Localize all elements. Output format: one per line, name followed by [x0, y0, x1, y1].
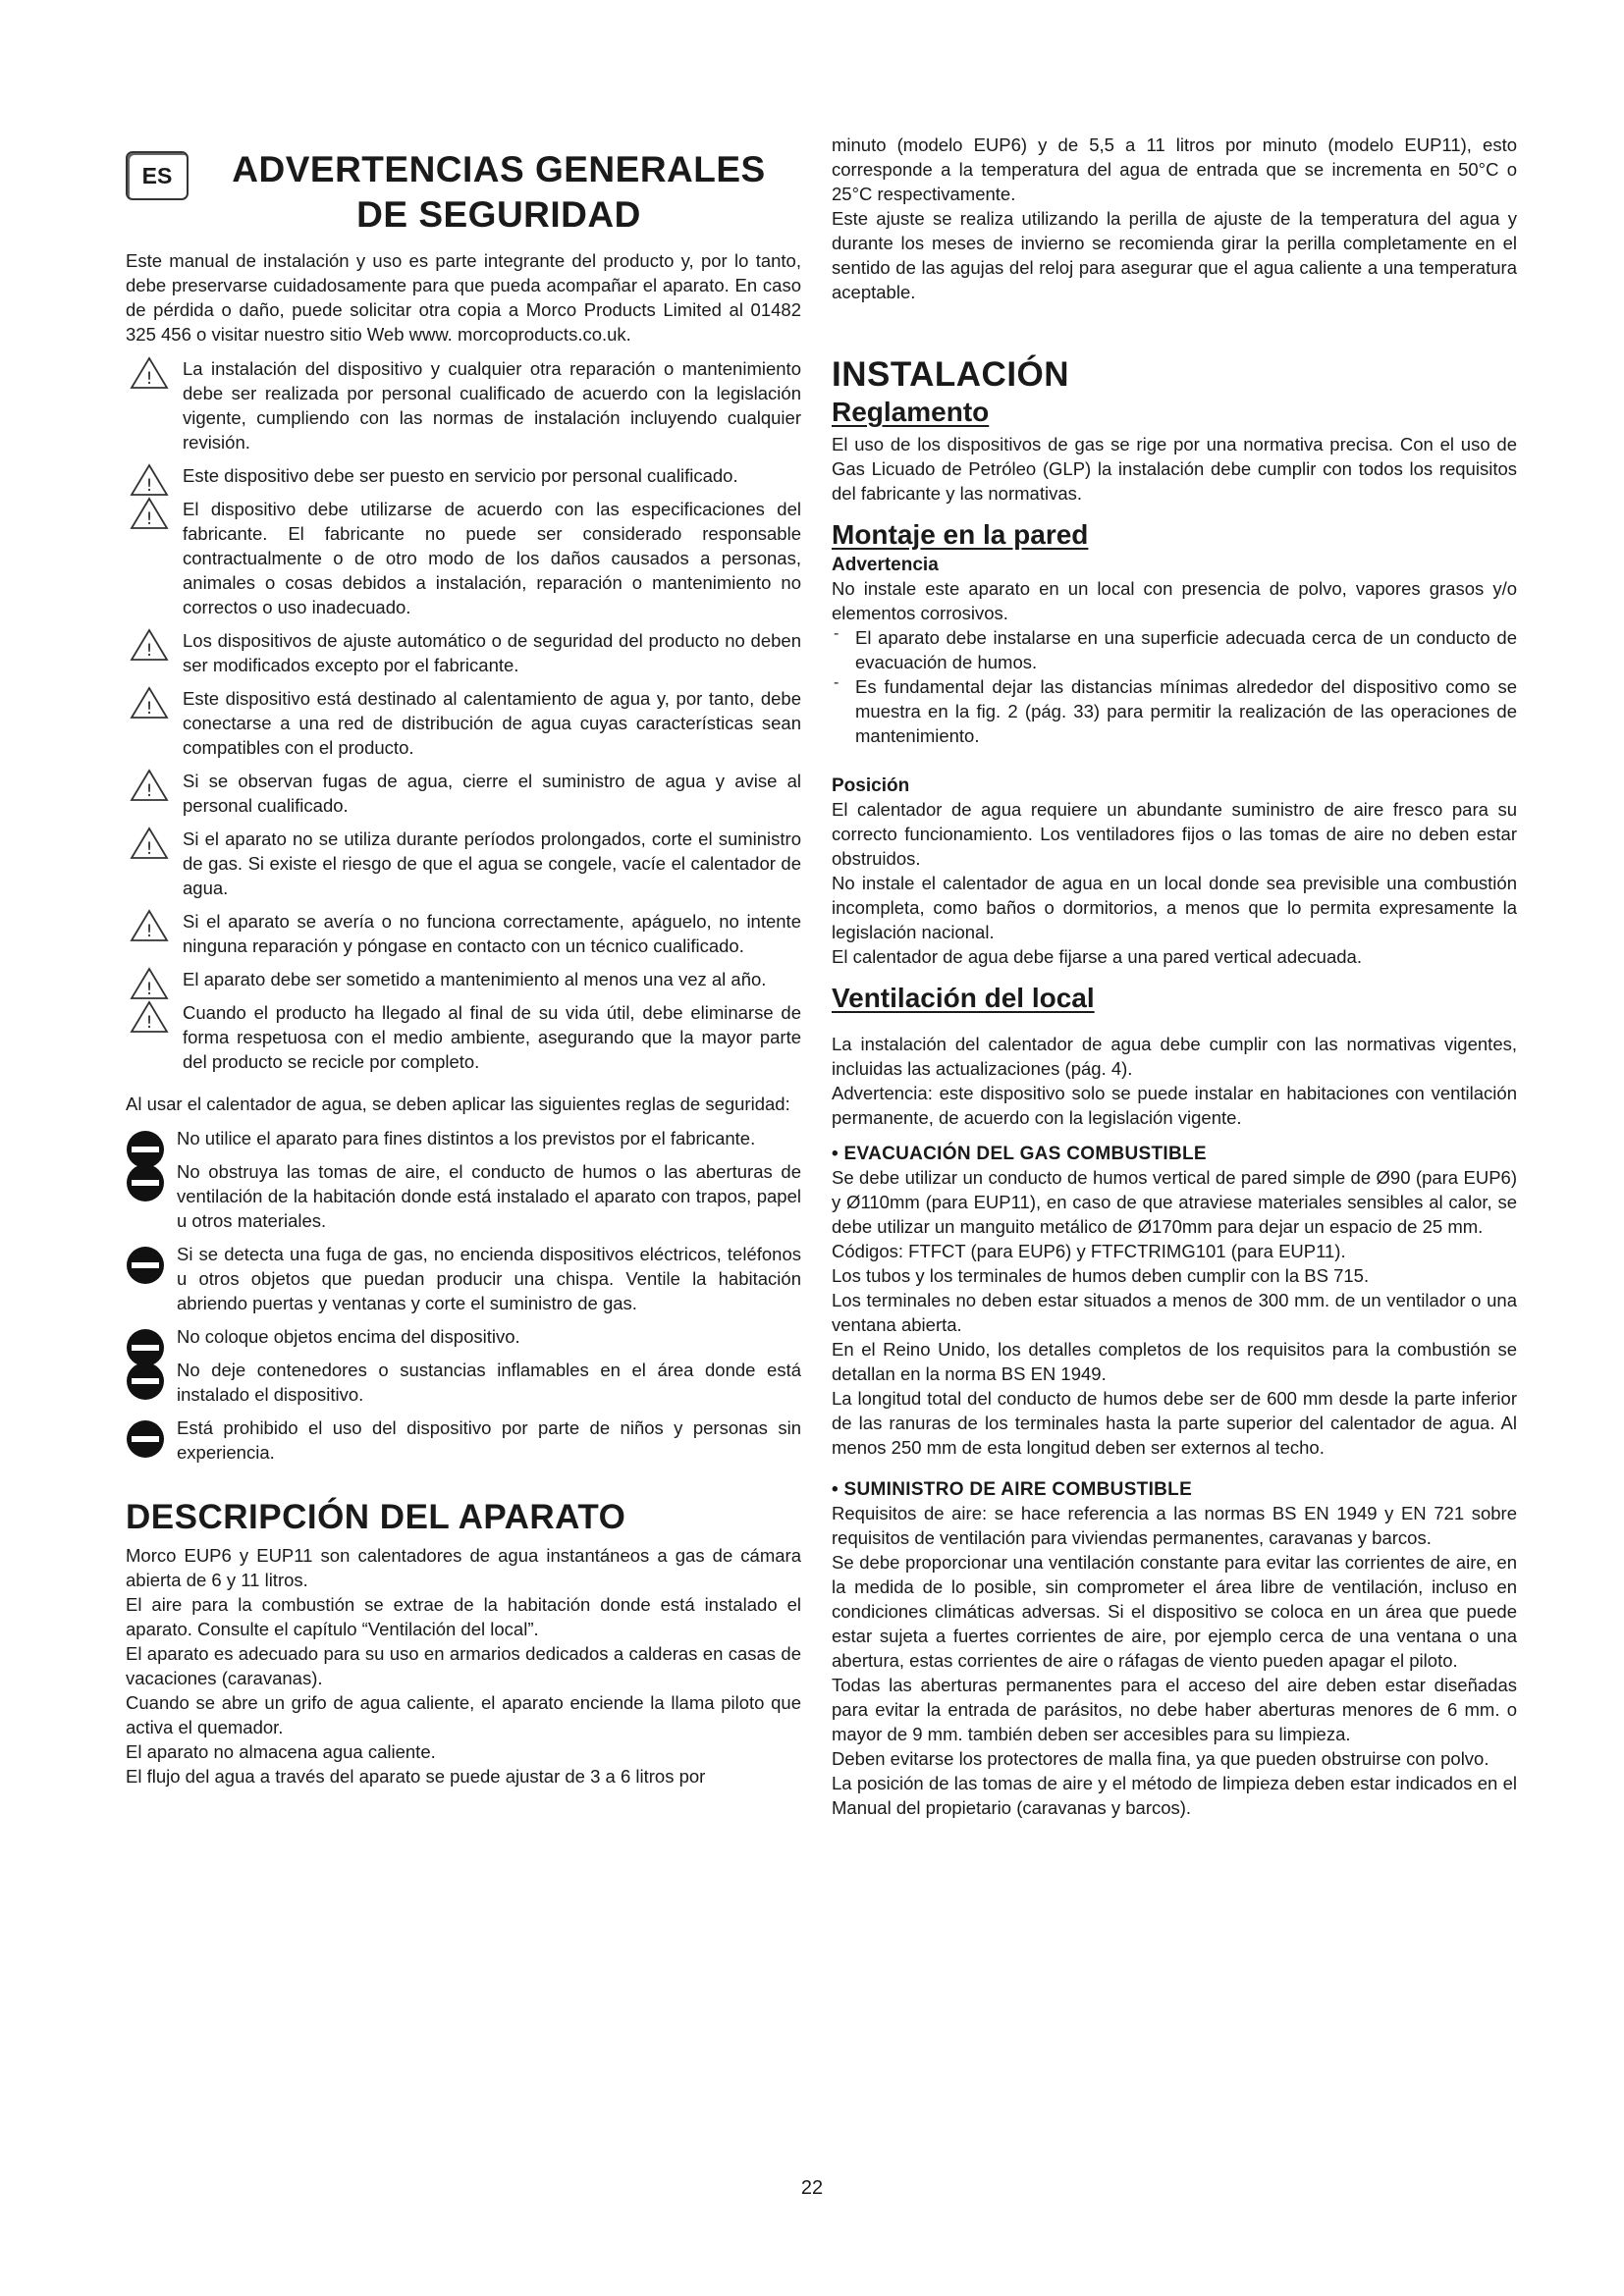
left-column — [126, 248, 801, 1789]
svg-text:!: ! — [145, 476, 153, 496]
advertencia-text: No instale este aparato en un local con presencia de polvo, vapores grasos y/o elementos corrosivos. — [832, 578, 1517, 623]
warning-triangle-icon — [130, 463, 169, 497]
warning-item: ! El dispositivo debe utilizarse de acuerdo con las especificaciones del fabricante. El fabricante no puede ser considerado responsable contractualmente o de otro modo de los daños causados a personas, animales o cosas debidos a instalación, reparación o mantenimiento no correctos o uso inadecuado. — [126, 497, 801, 619]
rule-item: No coloque objetos encima del dispositivo. — [126, 1324, 801, 1349]
instalacion-heading: INSTALACIÓN — [832, 355, 1070, 394]
warning-triangle-icon — [130, 967, 169, 1000]
warning-item: ! El aparato debe ser sometido a mantenimiento al menos una vez al año. — [126, 967, 801, 991]
svg-text:!: ! — [145, 781, 153, 801]
descripcion-heading: DESCRIPCIÓN DEL APARATO — [126, 1498, 626, 1536]
svg-text:!: ! — [145, 1013, 153, 1033]
rule-item: No deje contenedores o sustancias inflamables en el área donde está instalado el dispositivo. — [126, 1358, 801, 1407]
dash-item: - Es fundamental dejar las distancias mínimas alrededor del dispositivo como se muestra en la fig. 2 (pág. 33) para permitir la realización de las operaciones de mantenimiento. — [834, 674, 1517, 746]
intro-paragraph: Este manual de instalación y uso es parte integrante del producto y, por lo tanto, debe preservarse cuidadosamente para que pueda acompañar el aparato. En caso de pérdida o daño, puede solicitar otra copia a Morco Products Limited al 01482 325 456 o visitar nuestro sitio Web www. morcoproducts.co.uk. — [126, 250, 801, 345]
rules-intro: Al usar el calentador de agua, se deben aplicar las siguientes reglas de seguridad: — [126, 1094, 790, 1114]
page-title-line2: DE SEGURIDAD — [356, 194, 641, 235]
prohibition-icon — [126, 1419, 165, 1459]
dash-item: - El aparato debe instalarse en una superficie adecuada cerca de un conducto de evacuación de humos. — [834, 625, 1517, 672]
warning-triangle-icon — [130, 769, 169, 802]
warning-item: ! La instalación del dispositivo y cualquier otra reparación o mantenimiento debe ser realizada por personal cualificado de acuerdo con la legislación vigente, cumpliendo con las normas de instalación incluyendo cualquier revisión. — [126, 356, 801, 454]
right-column: minuto (modelo EUP6) y de 5,5 a 11 litros por minuto (modelo EUP11), esto corresponde a la temperatura del agua de entrada que se incrementa en 50°C o 25°C respectivamente. Este ajuste se realiza utilizando la perilla de ajuste de la temperatura del agua y durante los meses de invierno se recomienda girar la perilla completamente en el sentido de las agujas del reloj para asegurar que el agua caliente a una temperatura aceptable. INSTALACIÓN Reglamento El uso de los dispositivos de gas se rige por una normativa precisa. Con el uso de Gas Licuado de Petróleo (GLP) la instalación debe cumplir con todos los requisitos del fabricante y las normativas. Montaje en la pared Advertencia No instale este aparato en un local con presencia de polvo, vapores grasos y/o elementos corrosivos. - El aparato debe instalarse en una superficie adecuada cerca de un conducto de evacuación de humos. - Es fundamental dejar las distancias mínimas alrededor del dispositivo como se muestra en la fig. 2 (pág. 33) para permitir la realización de las operaciones de mantenimiento. Posición El calentador de agua requiere un abundante suministro de aire fresco para su correcto funcionamiento. Los ventiladores fijos o las tomas de aire no deben estar obstruidos. No instale el calentador de agua en un local donde sea previsible una combustión incompleta, como baños o dormitorios, a menos que lo permita expresamente la legislación nacional. El calentador de agua debe fijarse a una pared vertical adecuada. Ventilación del local La instalación del calentador de agua debe cumplir con las normativas vigentes, incluidas las actualizaciones (pág. 4). Advertencia: este dispositivo solo se puede instalar en habitaciones con ventilación permanente, de acuerdo con la legislación vigente. • EVACUACIÓN DEL GAS COMBUSTIBLE Se debe utilizar un conducto de humos vertical de pared simple de Ø90 (para EUP6) y Ø110mm (para EUP11), en caso de que atraviese materiales sensibles al calor, se debe utilizar un manguito metálico de Ø170mm para dejar un espacio de 25 mm. Códigos: FTFCT (para EUP6) y FTFCTRIMG101 (para EUP11). Los tubos y los terminales de humos deben cumplir con la BS 715. Los terminales no deben estar situados a menos de 300 mm. de un ventilador o una ventana abierta. En el Reino Unido, los detalles completos de los requisitos para la combustión se detallan en la norma BS EN 1949. La longitud total del conducto de humos debe ser de 600 mm desde la parte inferior de las ranuras de los terminales hasta la parte superior del calentador de agua. Al menos 250 mm de esta longitud deben ser externos al techo. • SUMINISTRO DE AIRE COMBUSTIBLE Requisitos de aire: se hace referencia a las normas BS EN 1949 y EN 721 sobre requisitos de ventilación para viviendas permanentes, caravanas y barcos. Se debe proporcionar una ventilación constante para evitar las corrientes de aire, en la medida de lo posible, sin comprometer el área libre de ventilación, incluso en condiciones climáticas adversas. Si el dispositivo se coloca en un área que puede estar sujeta a fuertes corrientes de aire, por ejemplo cerca de una ventana o una abertura, estas corrientes de aire o ráfagas de viento pueden apagar el piloto. Todas las aberturas permanentes para el acceso del aire deben estar diseñadas para evitar la entrada de parásitos, no debe haber aberturas menores de 6 mm. o mayor de 9 mm. también deben ser accesibles para su limpieza. Deben evitarse los protectores de malla fina, ya que pueden obstruirse con polvo. La posición de las tomas de aire y el método de limpieza deben estar indicados en el Manual del propietario (caravanas y barcos). — [832, 134, 1517, 1818]
warning-item: ! Este dispositivo está destinado al calentamiento de agua y, por tanto, debe conectarse a una red de distribución de agua cuyas características sean compatibles con el producto. — [126, 686, 801, 760]
warning-triangle-icon — [130, 1000, 169, 1034]
warning-triangle-icon — [130, 827, 169, 860]
evacuacion-heading: • EVACUACIÓN DEL GAS COMBUSTIBLE — [832, 1144, 1207, 1164]
warning-item: ! Si el aparato se avería o no funciona correctamente, apáguelo, no intente ninguna reparación y póngase en contacto con un técnico cualificado. — [126, 909, 801, 958]
advertencia-heading: Advertencia — [832, 555, 939, 575]
warning-triangle-icon — [130, 356, 169, 390]
warning-item: ! Si el aparato no se utiliza durante períodos prolongados, corte el suministro de gas. Si existe el riesgo de que el agua se congele, vacíe el calentador de agua. — [126, 827, 801, 900]
suministro-heading: • SUMINISTRO DE AIRE COMBUSTIBLE — [832, 1479, 1193, 1500]
language-badge: ES — [126, 151, 189, 200]
rule-item: Si se detecta una fuga de gas, no encienda dispositivos eléctricos, teléfonos u otros objetos que puedan producir una chispa. Ventile la habitación abriendo puertas y ventanas y corte el suministro de gas. — [126, 1242, 801, 1315]
warning-item: ! Si se observan fugas de agua, cierre el suministro de agua y avise al personal cualificado. — [126, 769, 801, 818]
svg-text:!: ! — [145, 699, 153, 719]
rule-item: No obstruya las tomas de aire, el conducto de humos o las aberturas de ventilación de la habitación donde está instalado el aparato con trapos, papel u otros materiales. — [126, 1159, 801, 1233]
svg-text:!: ! — [145, 641, 153, 661]
page-number: 22 — [800, 2177, 824, 2199]
svg-text:!: ! — [145, 980, 153, 999]
warning-triangle-icon — [130, 686, 169, 720]
warning-triangle-icon — [130, 628, 169, 662]
continued-paragraph: minuto (modelo EUP6) y de 5,5 a 11 litros por minuto (modelo EUP11), esto corresponde a la temperatura del agua de entrada que se incrementa en 50°C o 25°C respectivamente. — [832, 134, 1517, 204]
rule-item: Está prohibido el uso del dispositivo por parte de niños y personas sin experiencia. — [126, 1415, 801, 1465]
montaje-heading: Montaje en la pared — [832, 519, 1089, 550]
prohibition-icon — [126, 1246, 165, 1285]
descripcion-body: Morco EUP6 y EUP11 son calentadores de agua instantáneos a gas de cámara abierta de 6 y 11 litros. El aire para la combustión se extrae de la habitación donde está instalado el aparato. Consulte el capítulo “Ventilación del local”. El aparato es adecuado para su uso en armarios dedicados a calderas en casas de vacaciones (caravanas). Cuando se abre un grifo de agua caliente, el aparato enciende la llama piloto que activa el quemador. El aparato no almacena agua caliente. El flujo del agua a través del aparato se puede ajustar de 3 a 6 litros por — [126, 1545, 801, 1787]
svg-text:!: ! — [145, 839, 153, 859]
warning-item: ! Cuando el producto ha llegado al final de su vida útil, debe eliminarse de forma respetuosa con el medio ambiente, asegurando que la mayor parte del producto se recicle por completo. — [126, 1000, 801, 1074]
warning-item: ! Este dispositivo debe ser puesto en servicio por personal cualificado. — [126, 463, 801, 488]
svg-text:!: ! — [145, 369, 153, 389]
adjustment-paragraph: Este ajuste se realiza utilizando la perilla de ajuste de la temperatura del agua y durante los meses de invierno se recomienda girar la perilla completamente en el sentido de las agujas del reloj para asegurar que el agua caliente a una temperatura aceptable. — [832, 208, 1517, 302]
svg-text:!: ! — [145, 509, 153, 529]
page-title — [196, 147, 801, 238]
reglamento-text: El uso de los dispositivos de gas se rige por una normativa precisa. Con el uso de Gas Licuado de Petróleo (GLP) la instalación debe cumplir con todos los requisitos del fabricante y las normativas. — [832, 434, 1517, 504]
page-title-line1: ADVERTENCIAS GENERALES — [232, 149, 766, 189]
ventilacion-heading: Ventilación del local — [832, 983, 1095, 1013]
prohibition-icon — [126, 1362, 165, 1401]
svg-text:!: ! — [145, 922, 153, 941]
prohibition-icon — [126, 1163, 165, 1202]
warning-triangle-icon — [130, 497, 169, 530]
rules-list — [126, 1126, 801, 1465]
warning-item: ! Los dispositivos de ajuste automático o de seguridad del producto no deben ser modificados excepto por el fabricante. — [126, 628, 801, 677]
posicion-heading: Posición — [832, 775, 910, 796]
rule-item: No utilice el aparato para fines distintos a los previstos por el fabricante. — [126, 1126, 801, 1150]
warning-triangle-icon — [130, 909, 169, 942]
reglamento-heading: Reglamento — [832, 397, 990, 427]
warnings-list — [126, 356, 801, 1074]
